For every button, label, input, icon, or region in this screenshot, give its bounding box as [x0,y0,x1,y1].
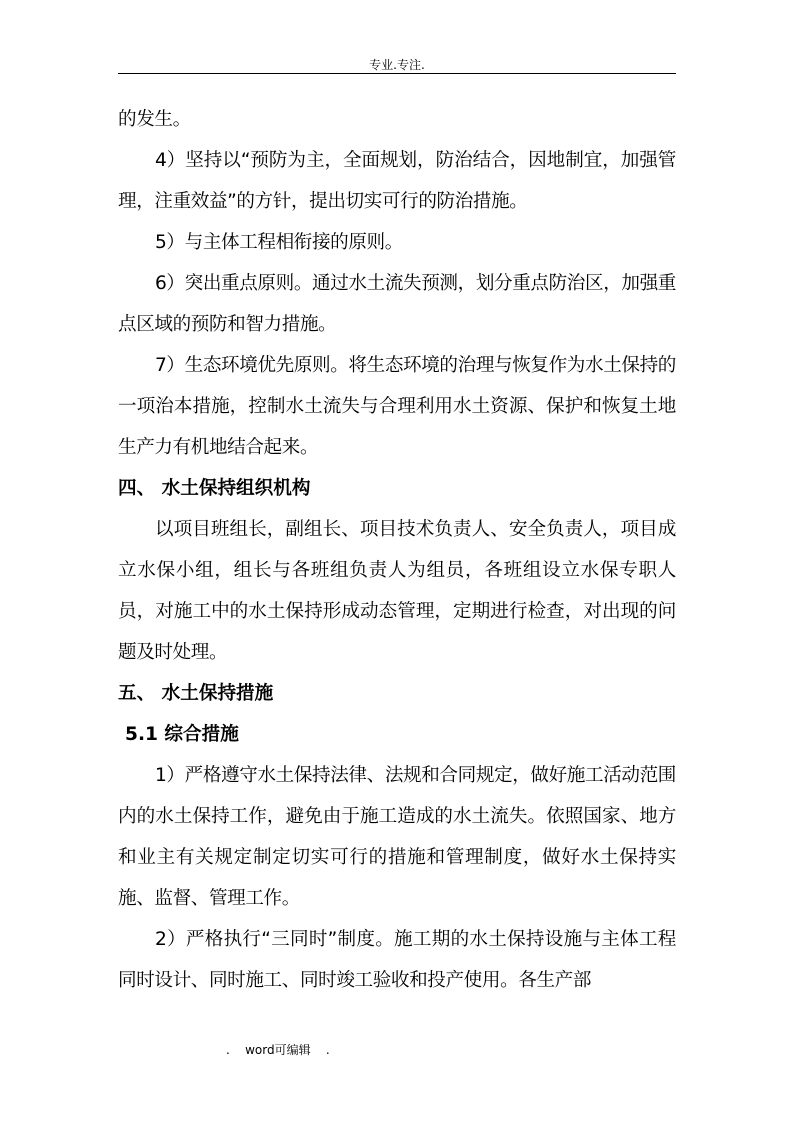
paragraph-measure-2: 2）严格执行“三同时”制度。施工期的水土保持设施与主体工程同时设计、同时施工、同时竣工验收和投产使用。各生产部 [118,929,676,991]
page-footer: . word可编辑 . [226,1043,330,1057]
document-body [118,99,676,1001]
paragraph-principle-5: 5）与主体工程相衔接的原则。 [155,232,403,253]
section-heading-5: 五、 水土保持措施 [118,683,274,704]
section-heading-4: 四、 水土保持组织机构 [118,478,311,499]
paragraph-continuation: 的发生。 [118,109,191,130]
paragraph-principle-6: 6）突出重点原则。通过水土流失预测，划分重点防治区，加强重点区域的预防和智力措施。 [118,273,676,335]
paragraph-principle-7: 7）生态环境优先原则。将生态环境的治理与恢复作为水土保持的一项治本措施，控制水土流失与合理利用水土资源、保护和恢复土地生产力有机地结合起来。 [118,355,676,458]
page-header: 专业.专注. [369,58,425,72]
paragraph-principle-4: 4）坚持以“预防为主，全面规划，防治结合，因地制宜，加强管理，注重效益”的方针，提出切实可行的防治措施。 [118,150,676,212]
paragraph-measure-1: 1）严格遵守水土保持法律、法规和合同规定，做好施工活动范围内的水土保持工作，避免由于施工造成的水土流失。依照国家、地方和业主有关规定制定切实可行的措施和管理制度，做好水土保持实施、监督、管理工作。 [118,765,676,909]
paragraph-organization: 以项目班组长，副组长、项目技术负责人、安全负责人，项目成立水保小组，组长与各班组负责人为组员，各班组设立水保专职人员，对施工中的水土保持形成动态管理，定期进行检查，对出现的问题及时处理。 [118,519,676,663]
header-divider [118,73,676,74]
subsection-heading-5-1: 5.1 综合措施 [125,724,239,745]
